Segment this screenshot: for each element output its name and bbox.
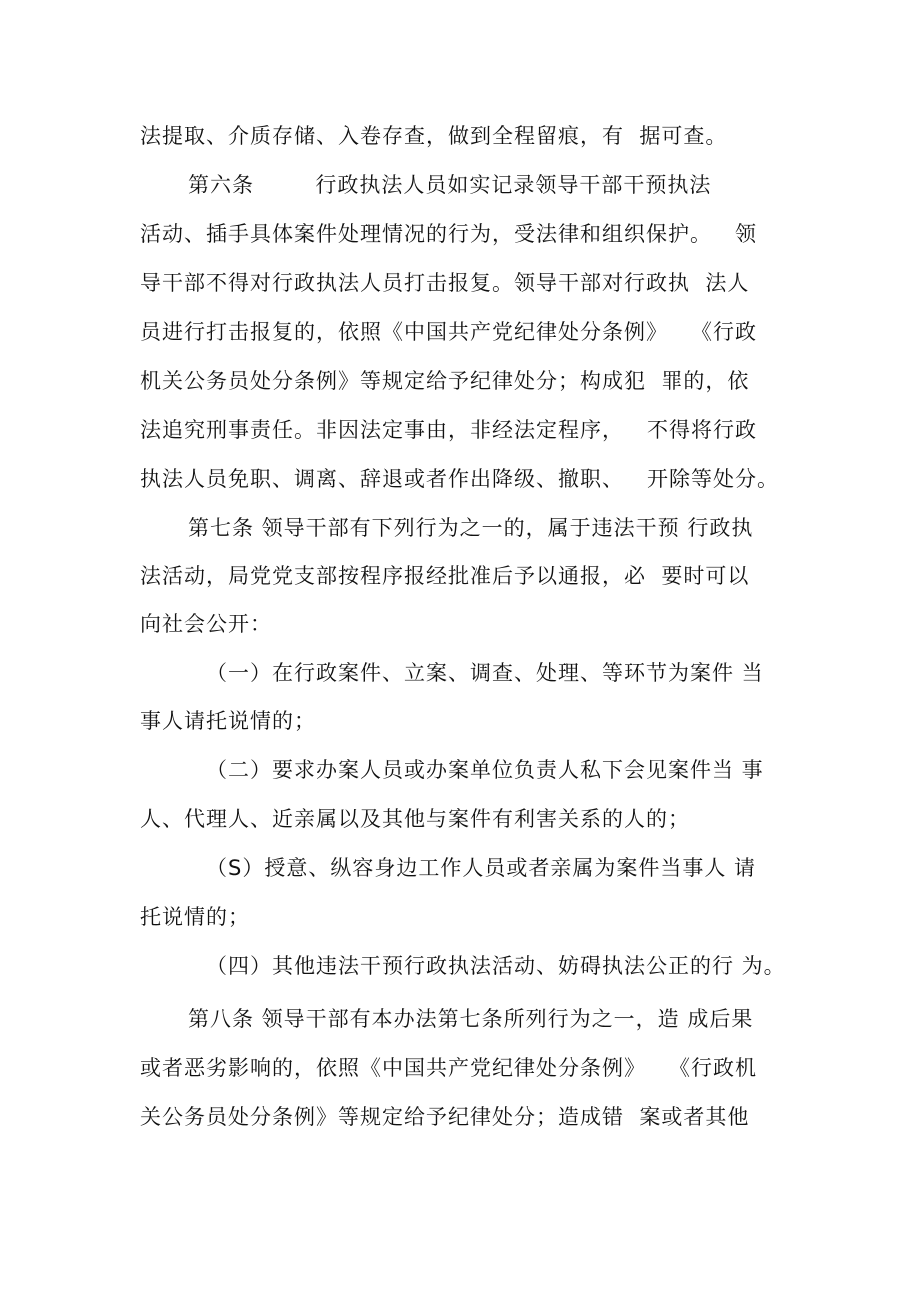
article-7-heading: 第七条 领导干部有下列行为之一的，属于违法干预 行政执 xyxy=(188,516,754,540)
text-line: 执法人员免职、调离、辞退或者作出降级、撤职、 开除等处分。 xyxy=(140,467,780,491)
text-line: 关公务员处分条例》等规定给予纪律处分；造成错 案或者其他 xyxy=(140,1105,750,1129)
text-line: 或者恶劣影响的，依照《中国共产党纪律处分条例》 《行政机 xyxy=(140,1056,758,1080)
article-6-heading: 第六条 行政执法人员如实记录领导干部干预执法 xyxy=(188,173,712,197)
text-line: 员进行打击报复的，依照《中国共产党纪律处分条例》 《行政 xyxy=(140,320,758,344)
list-item-2: （二）要求办案人员或办案单位负责人私下会见案件当 事 xyxy=(206,758,764,782)
text-line: 人、代理人、近亲属以及其他与案件有利害关系的人的； xyxy=(140,807,690,831)
text-line: 事人请托说情的； xyxy=(140,709,316,733)
text-line: 法追究刑事责任。非因法定事由，非经法定程序， 不得将行政 xyxy=(140,418,758,442)
list-item-4: （四）其他违法干预行政执法活动、妨碍执法公正的行 为。 xyxy=(206,954,786,978)
text-line: 法提取、介质存储、入卷存查，做到全程留痕，有 据可查。 xyxy=(140,124,728,148)
text-line: 托说情的； xyxy=(140,905,250,929)
article-8-heading: 第八条 领导干部有本办法第七条所列行为之一，造 成后果 xyxy=(188,1007,754,1031)
text-line: 导干部不得对行政执法人员打击报复。领导干部对行政执 法人 xyxy=(140,271,750,295)
list-item-1: （一）在行政案件、立案、调查、处理、等环节为案件 当 xyxy=(206,661,764,685)
text-line: 向社会公开： xyxy=(140,612,272,636)
text-line: 机关公务员处分条例》等规定给予纪律处分；构成犯 罪的，依 xyxy=(140,369,750,393)
text-line: 活动、插手具体案件处理情况的行为，受法律和组织保护。 领 xyxy=(140,222,758,246)
list-item-3: （S）授意、纵容身边工作人员或者亲属为案件当事人 请 xyxy=(206,856,757,880)
text-line: 法活动，局党党支部按程序报经批准后予以通报，必 要时可以 xyxy=(140,564,750,588)
